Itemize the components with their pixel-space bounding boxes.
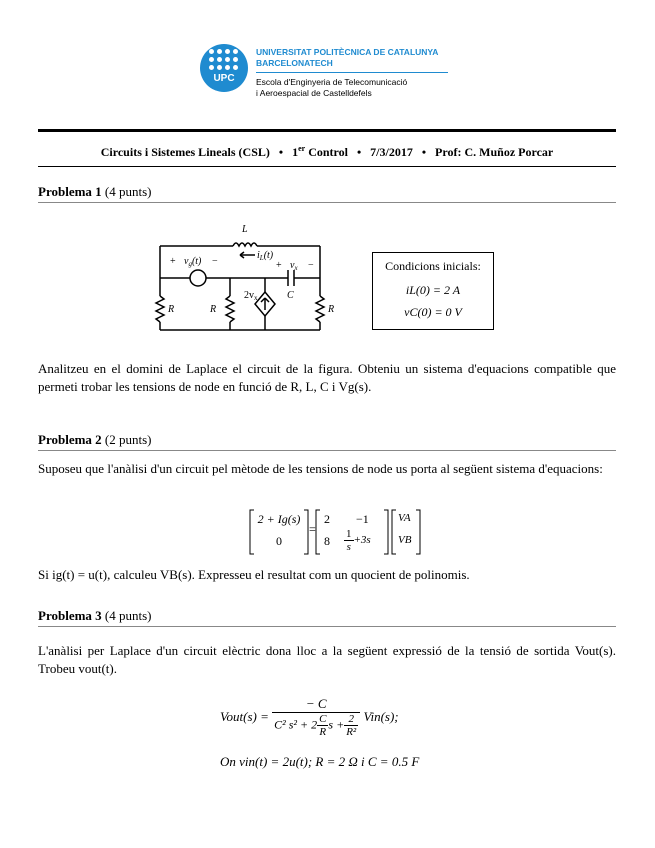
problem2-rule [38, 450, 616, 451]
upc-logo [200, 44, 248, 92]
vx-plus: + [276, 260, 282, 271]
problem1-circuit [150, 218, 350, 340]
dep-source-label: $2v_x$ [244, 290, 258, 302]
separator: • [356, 145, 362, 159]
university-name [256, 47, 438, 69]
problem3-equation [220, 696, 399, 738]
v-bottom: VB [398, 534, 412, 546]
problem2-text2: Si ig(t) = u(t), calculeu VB(s). Expresseu el resultat com un quocient de polinomis. [38, 567, 470, 582]
initial-conditions-box [372, 252, 494, 330]
equals-sign: = [309, 522, 316, 536]
problem3-conditions: On vin(t) = 2u(t); R = 2 Ω i C = 0.5 F [220, 754, 420, 769]
vx-label: $v_x$ [290, 260, 298, 272]
lhs-bottom: 0 [276, 534, 282, 548]
professor: Prof: C. Muñoz Porcar [435, 145, 554, 159]
school-line2: i Aeroespacial de Castelldefels [256, 88, 372, 98]
resistor-middle-label: R [210, 304, 217, 315]
exam-date: 7/3/2017 [370, 145, 413, 159]
lhs-top: 2 + Ig(s) [257, 512, 301, 526]
problem3-text: L'anàlisi per Laplace d'un circuit elèctric dona lloc a la següent expressió de la tensió de sortida Vout(s). Trobeu vout(t). [38, 643, 616, 676]
course-name: Circuits i Sistemes Lineals (CSL) [100, 145, 270, 159]
vg-minus: − [212, 256, 218, 267]
school-name [256, 77, 407, 99]
init-title: Condicions inicials: [385, 259, 481, 273]
capacitor-label: C [287, 290, 294, 301]
exam-header [38, 144, 616, 160]
vin-rhs: Vin(s); [363, 709, 399, 724]
vx-minus: − [308, 260, 314, 271]
problem3-rule [38, 626, 616, 627]
university-line2: BARCELONATECH [256, 58, 333, 68]
problem1-text: Analitzeu en el domini de Laplace el circuit de la figura. Obteniu un sistema d'equacions compatible que permeti trobar les tensions de node en funció de R, L, C i Vg(s). [38, 361, 616, 394]
school-line1: Escola d'Enginyeria de Telecomunicació [256, 77, 408, 87]
separator: • [278, 145, 284, 159]
m11: 2 [324, 512, 330, 526]
logo-dots [209, 49, 239, 71]
v-top: VA [398, 512, 411, 524]
vout-lhs: Vout(s) = [220, 709, 269, 724]
problem2-text: Suposeu que l'anàlisi d'un circuit pel mètode de les tensions de node us porta al següent sistema d'equacions: [38, 461, 603, 476]
m12: −1 [356, 512, 369, 526]
transfer-fraction: − C C² s² + 2 $\frac{C}{R}$ s + $\frac{2}{\text{R²}}$ [272, 696, 360, 738]
problem3-title: Problema 3 (4 punts) [38, 608, 152, 623]
logo-text: UPC [213, 73, 235, 84]
init-line1: iL(0) = 2 A [405, 283, 461, 297]
m22: $\frac{1}{s}$ +3s [346, 528, 371, 553]
header-rule-top [38, 129, 616, 132]
separator: • [421, 145, 427, 159]
logo-rule [256, 72, 448, 73]
header-rule-bottom [38, 166, 616, 167]
problem1-rule [38, 202, 616, 203]
resistor-right-label: R [328, 304, 335, 315]
problem2-matrix-equation [248, 508, 428, 556]
university-line1: UNIVERSITAT POLITÈCNICA DE CATALUNYA [256, 47, 439, 57]
problem1-title: Problema 1 (4 punts) [38, 184, 152, 199]
resistor-left-label: R [168, 304, 175, 315]
inductor-label: L [242, 224, 248, 235]
current-label: $i_L(t)$ [257, 250, 274, 262]
vg-plus: + [170, 256, 176, 267]
control-label: 1er Control [292, 144, 348, 159]
init-line2: vC(0) = 0 V [404, 305, 462, 319]
problem2-title: Problema 2 (2 punts) [38, 432, 152, 447]
vg-label: $v_g(t)$ [184, 256, 202, 268]
m21: 8 [324, 534, 330, 548]
